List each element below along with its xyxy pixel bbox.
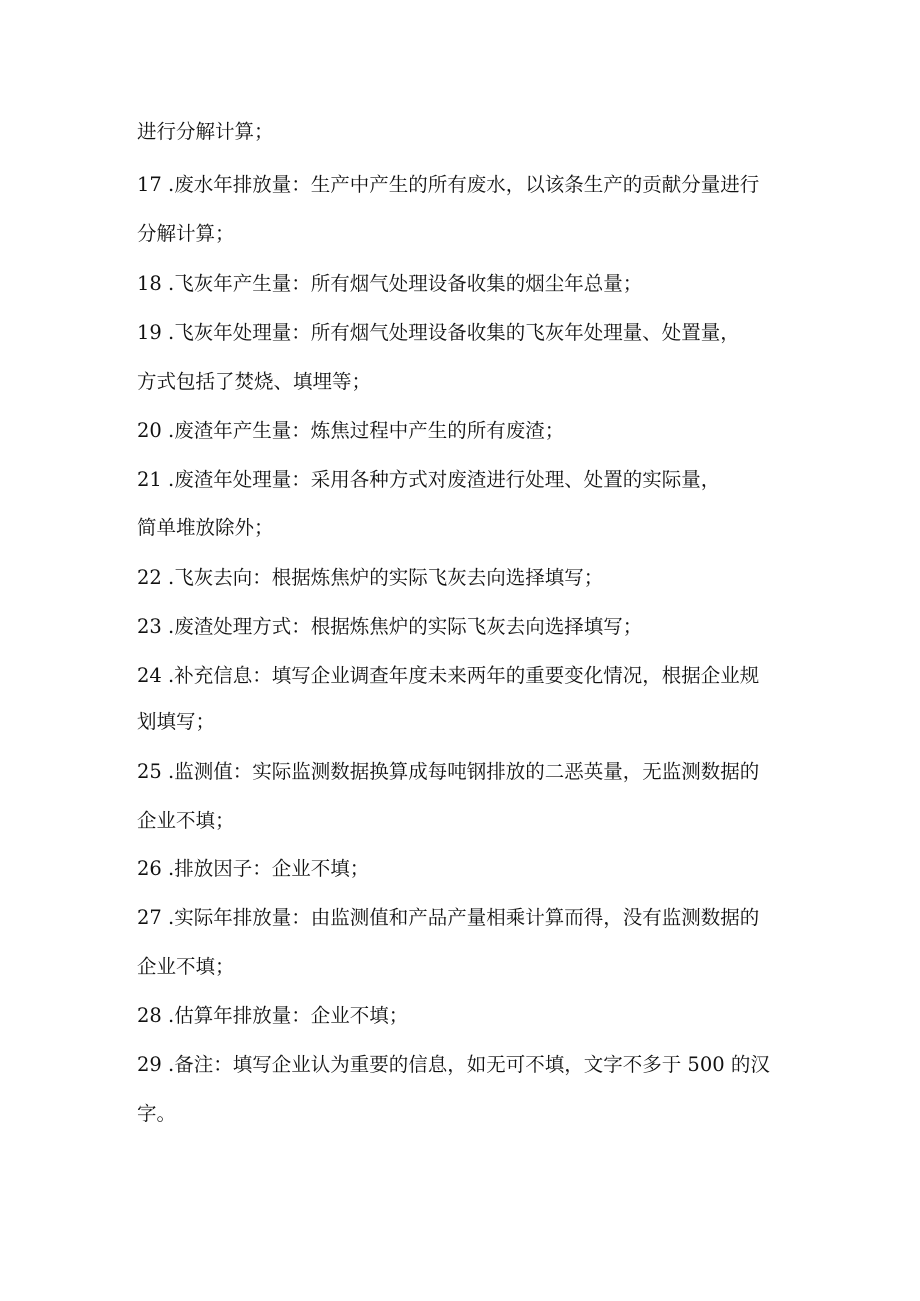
item-17-line-2: 分解计算； bbox=[137, 222, 235, 245]
item-19-line-2: 方式包括了焚烧、填埋等； bbox=[137, 370, 372, 393]
item-29-line-2: 字。 bbox=[137, 1102, 177, 1125]
item-27-line-2: 企业不填； bbox=[137, 955, 235, 978]
item-17-line-1: 17 .废水年排放量：生产中产生的所有废水，以该条生产的贡献分量进行 bbox=[137, 173, 760, 196]
item-19-line-1: 19 .飞灰年处理量：所有烟气处理设备收集的飞灰年处理量、处置量， bbox=[137, 321, 740, 344]
item-28: 28 .估算年排放量：企业不填； bbox=[137, 1004, 409, 1027]
item-21-line-2: 简单堆放除外； bbox=[137, 516, 274, 539]
item-25-line-1: 25 .监测值：实际监测数据换算成每吨钢排放的二恶英量，无监测数据的 bbox=[137, 760, 760, 783]
item-22: 22 .飞灰去向：根据炼焦炉的实际飞灰去向选择填写； bbox=[137, 566, 604, 589]
item-24-line-1: 24 .补充信息：填写企业调查年度未来两年的重要变化情况，根据企业规 bbox=[137, 664, 760, 687]
item-18: 18 .飞灰年产生量：所有烟气处理设备收集的烟尘年总量； bbox=[137, 272, 643, 295]
item-23: 23 .废渣处理方式：根据炼焦炉的实际飞灰去向选择填写； bbox=[137, 615, 643, 638]
text-line-continuation-16: 进行分解计算； bbox=[137, 120, 274, 143]
item-27-line-1: 27 .实际年排放量：由监测值和产品产量相乘计算而得，没有监测数据的 bbox=[137, 906, 760, 929]
item-25-line-2: 企业不填； bbox=[137, 809, 235, 832]
item-24-line-2: 划填写； bbox=[137, 710, 216, 733]
item-20: 20 .废渣年产生量：炼焦过程中产生的所有废渣； bbox=[137, 419, 565, 442]
item-21-line-1: 21 .废渣年处理量：采用各种方式对废渣进行处理、处置的实际量， bbox=[137, 468, 721, 491]
item-29-line-1: 29 .备注：填写企业认为重要的信息，如无可不填，文字不多于 500 的汉 bbox=[137, 1053, 770, 1076]
item-26: 26 .排放因子：企业不填； bbox=[137, 857, 370, 880]
